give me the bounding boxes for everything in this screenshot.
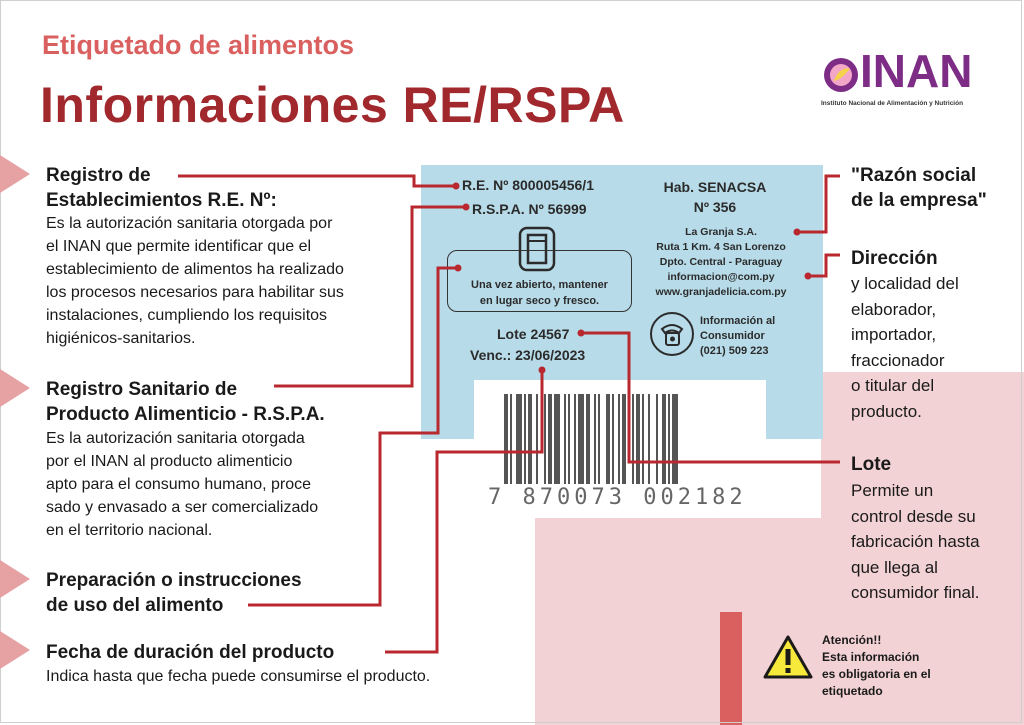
re-title: Registro de Establecimientos R.E. Nº:: [46, 165, 277, 211]
label-re-number: R.E. Nº 800005456/1: [462, 177, 594, 193]
logo-subtitle: Instituto Nacional de Alimentación y Nutrición: [821, 100, 964, 107]
connector-razon: [797, 176, 840, 232]
direccion-title: Dirección: [851, 248, 938, 269]
direccion-description: y localidad del elaborador, importador, fraccionador o titular del producto.: [851, 274, 959, 421]
rspa-description: Es la autorización sanitaria otorgada por el INAN al producto alimenticio apto para el consumo humano, proce sado y envasado a ser comercializado en el territorio nacional.: [46, 430, 319, 539]
rspa-title: Registro Sanitario de Producto Alimenticio - R.S.P.A.: [46, 379, 325, 425]
connector-lote: [581, 333, 840, 462]
label-hab-senacsa: Hab. SENACSA Nº 356: [663, 179, 767, 215]
label-consumer-info: Información al Consumidor (021) 509 223: [700, 315, 776, 357]
lote-title: Lote: [851, 454, 892, 475]
razon-social-title: "Razón social de la empresa": [851, 165, 987, 211]
label-vencimiento: Venc.: 23/06/2023: [470, 347, 586, 363]
lote-description: Permite un control desde su fabricación hasta que llega al consumidor final.: [851, 481, 980, 602]
page-title: Informaciones RE/RSPA: [40, 77, 625, 133]
connector-prep: [248, 268, 458, 605]
logo-wordmark: INAN: [860, 45, 973, 97]
storage-instructions-text: Una vez abierto, mantener en lugar seco y fresco.: [471, 279, 608, 307]
page-subtitle: Etiquetado de alimentos: [42, 30, 355, 60]
connector-fecha: [385, 370, 542, 652]
connector-re: [178, 176, 456, 186]
connector-direccion: [808, 255, 840, 276]
fecha-description: Indica hasta que fecha puede consumirse el producto.: [46, 668, 431, 685]
label-lote: Lote 24567: [497, 326, 570, 342]
label-rspa-number: R.S.P.A. Nº 56999: [472, 201, 587, 217]
re-description: Es la autorización sanitaria otorgada por el INAN que permite identificar que el establecimiento de alimentos ha realizado los procesos necesarios para habilitar sus instalaciones, cumpliendo los requisitos higiénicos-sanitarios.: [46, 215, 344, 347]
label-company-info: La Granja S.A. Ruta 1 Km. 4 San Lorenzo Dpto. Central - Paraguay informacion@com.py www.granjadelicia.com.py: [655, 226, 787, 298]
warning-text: Atención!! Esta información es obligatoria en el etiquetado: [822, 633, 931, 698]
barcode-digits: 7 870073 002182: [488, 485, 747, 510]
prep-title: Preparación o instrucciones de uso del alimento: [46, 570, 302, 616]
fecha-title: Fecha de duración del producto: [46, 642, 335, 663]
